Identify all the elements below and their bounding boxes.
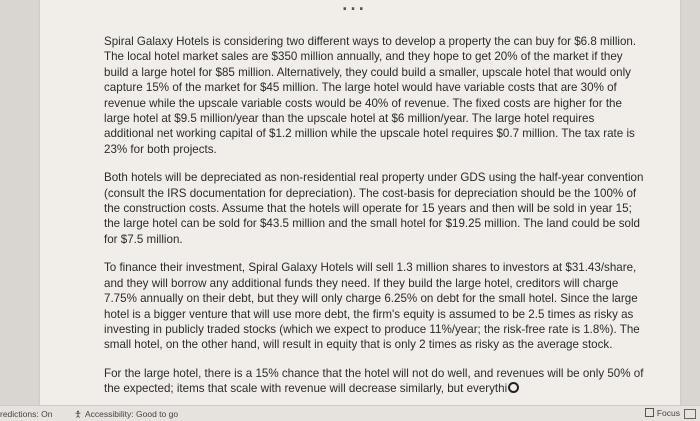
paragraph-3: To finance their investment, Spiral Galaxy Hotels will sell 1.3 million shares to investors at $31.43/share, and they will borrow any additional funds they need. If they build the large hotel, creditors will charge 7.75% annually on their debt, but they will only charge 6.25% on debt for the small hotel. Since the large hotel is a bigger venture that will use more debt, the firm's equity is assumed to be 2.5 times as risky as investing in publicly traded stocks (which we expect to produce 11%/year; the risk-free rate is 1.8%). The small hotel, on the other hand, will result in equity that is only 2 times as risky as the average stock. (104, 261, 640, 352)
focus-label: Focus (656, 408, 680, 418)
document-body[interactable] (104, 34, 644, 397)
paragraph-4 (104, 366, 644, 397)
text-predictions-status[interactable]: redictions: On (0, 409, 53, 419)
focus-button[interactable] (645, 408, 680, 418)
document-page (40, 0, 680, 405)
accessibility-icon (74, 410, 82, 418)
focus-icon (645, 408, 654, 417)
accessibility-status[interactable] (74, 409, 178, 419)
paragraph-4-text: For the large hotel, there is a 15% chance that the hotel will not do well, and revenues will be only 50% of the expected; items that scale with revenue will decrease similarly, but everythi (104, 366, 644, 396)
paragraph-2: Both hotels will be depreciated as non-residential real property under GDS using the half-year convention (consult the IRS documentation for depreciation). The cost-basis for depreciation should be the 100% of the construction costs. Assume that the hotels will operate for 15 years and then will be sold in year 15; the large hotel can be sold for $43.5 million and the small hotel for $19.25 million. The land could be sold for $7.5 million. (104, 171, 644, 246)
accessibility-label: Accessibility: Good to go (85, 409, 179, 419)
text-cursor-icon (508, 382, 519, 393)
paragraph-1: Spiral Galaxy Hotels is considering two different ways to develop a property the can buy for $6.8 million. The local hotel market sales are $350 million annually, and they hope to get 20% of the market if they build a large hotel for $85 million. Alternatively, they could build a smaller, upscale hotel that would only capture 15% of the market for $45 million. The large hotel would have variable costs that are 30% of revenue while the upscale variable costs would be 40% of revenue. The fixed costs are higher for the large hotel at $9.5 million/year than the upscale hotel at $6 million/year. The large hotel requires additional net working capital of $1.2 million while the upscale hotel requires $0.7 million. The tax rate is 23% for both projects. (104, 35, 637, 156)
status-bar (0, 405, 700, 421)
print-layout-view-icon[interactable] (684, 409, 696, 419)
cut-off-heading: … (340, 0, 368, 16)
